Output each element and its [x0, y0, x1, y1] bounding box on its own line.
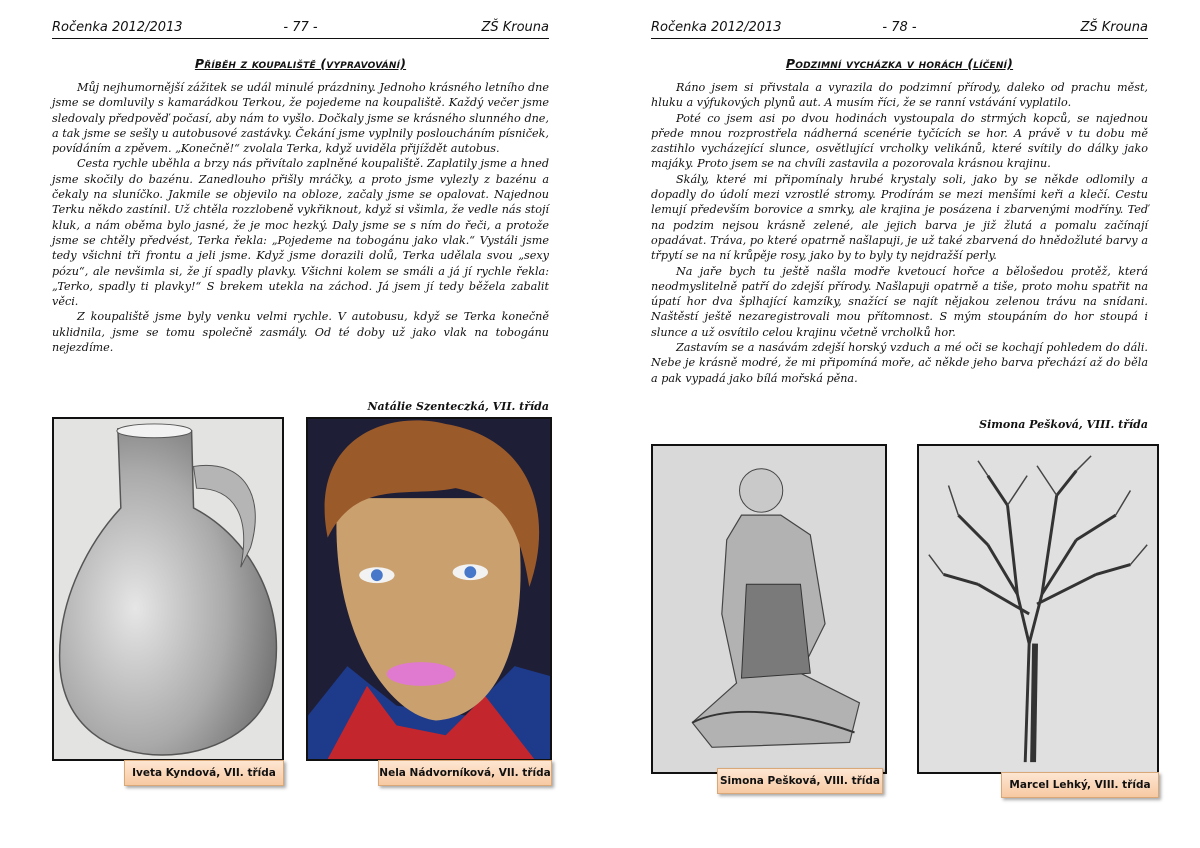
drawing-jug	[52, 417, 284, 761]
header-school: ZŠ Krouna	[481, 20, 549, 35]
page-header	[651, 20, 1148, 39]
drawing-caption: Iveta Kyndová, VII. třída	[124, 760, 284, 786]
drawing-tree	[917, 444, 1159, 774]
paragraph: Z koupaliště jsme byly venku velmi rychle. V autobusu, když se Terka konečně uklidnila, jsme se tomu společně zasmály. Od té doby už jako vlak na tobogánu nejezdíme.	[52, 310, 549, 355]
paragraph: Můj nejhumornější zážitek se udál minulé prázdniny. Jednoho krásného letního dne jsme se domluvily s kamarádkou Terkou, že pojedeme na koupaliště. Každý večer jsme sledovaly předpověď počasí, aby nám to vyšlo. Dočkaly jsme se krásného slunného dne, a tak jsme se sešly u autobusové zastávky. Čekání jsme vyplnily posloucháním písniček, povídáním a zpěvem. „Konečně!“ zvolala Terka, když uviděla přijíždět autobus.	[52, 81, 549, 156]
paragraph: Poté co jsem asi po dvou hodinách vystoupala do strmých kopců, se najednou přede mnou rozprostřela nádherná scenérie tyčících se hor. A právě v tu dobu mě zastihlo vycházející slunce, osvětlující vrcholky velikánů, které svítily do dálky jako majáky. Proto jsem se na chvíli zastavila a pozorovala krásnou krajinu.	[651, 111, 1148, 171]
page-header	[52, 20, 549, 39]
article-title: Příběh z koupaliště (vypravování)	[194, 56, 407, 71]
article-author: Natálie Szenteczká, VII. třída	[367, 400, 549, 413]
paragraph: Zastavím se a nasávám zdejší horský vzduch a mé oči se kochají pohledem do dáli. Nebe je krásně modré, že mi připomíná moře, ač někde jeho barva přechází až do běla a pak vypadá jako bílá mořská pěna.	[651, 341, 1148, 385]
painting-portrait	[306, 417, 552, 761]
page-78	[651, 0, 1151, 848]
drawing-caption: Simona Pešková, VIII. třída	[717, 768, 883, 794]
paragraph: Na jaře bych tu ještě našla modře kvetoucí hořce a bělošedou protěž, která neodmyslitelně patří do zdejší přírody. Našlapuji opatrně a tiše, proto mohu spatřit na úpatí hor dva šplhající kamzíky, snažící se najít nějakou zelenou trávu na snídani. Naštěstí ještě nezaregistrovali mou přítomnost. S mým stoupáním do hor stoupá i slunce a už osvítilo celou krajinu včetně vrcholků hor.	[651, 264, 1148, 339]
drawing-woman	[651, 444, 887, 774]
painting-caption: Nela Nádvorníková, VII. třída	[378, 760, 552, 786]
header-page-number: - 77 -	[283, 20, 318, 35]
page-77	[52, 0, 549, 848]
header-school: ZŠ Krouna	[1080, 20, 1148, 35]
article-author: Simona Pešková, VIII. třída	[979, 418, 1148, 431]
drawing-caption: Marcel Lehký, VIII. třída	[1001, 772, 1159, 798]
article-body	[52, 80, 549, 355]
paragraph: Ráno jsem si přivstala a vyrazila do podzimní přírody, daleko od prachu měst, hluku a výfukových plynů aut. A musím říci, že se ranní vstávání vyplatilo.	[651, 81, 1148, 110]
paragraph: Skály, které mi připomínaly hrubé krystaly soli, jako by se někde odlomily a dopadly do údolí mezi vzrostlé stromy. Prodírám se mezi menšími keři a klečí. Cestu lemují především borovice a smrky, ale krajina je posázena i zbarvenými modříny. Teď na podzim nejsou krásně zelené, ale jejich barva je již žlutá a pomalu začínají opadávat. Tráva, po které opatrně našlapuji, je už také zbarvená do hnědožluté barvy a třpytí se na ní krůpěje rosy, jako by to byly ty nejdražší perly.	[651, 172, 1148, 263]
paragraph: Cesta rychle uběhla a brzy nás přivítalo zaplněné koupaliště. Zaplatily jsme a hned jsme skočily do bazénu. Zanedlouho přišly mráčky, a proto jsme vylezly z bazénu a čekaly na sluníčko. Jakmile se objevilo na obloze, začaly jsme se opalovat. Najednou Terku někdo zastínil. Už chtěla rozzlobeně vykřiknout, když si všimla, že vedle nás stojí kluk, a nám oběma bylo jasné, že je moc hezký. Daly jsme se s ním do řeči, a protože jsme se chtěly předvést, Terka řekla: „Pojedeme na tobogánu jako vlak.“ Vystáli jsme tedy všichni tři frontu a jeli jsme. Když jsme dorazili dolů, Terka udělala svou „sexy pózu“, ale nevšimla si, že jí spadly plavky. Všichni kolem se smáli a já jí rychle řekla: „Terko, spadly ti plavky!“ S brekem utekla na záchod. Já jsem jí tedy běžela zabalit věci.	[52, 157, 549, 309]
article-title: Podzimní vycházka v horách (líčení)	[785, 56, 1014, 71]
header-yearbook: Ročenka 2012/2013	[651, 20, 782, 35]
article-body	[651, 80, 1148, 386]
header-yearbook: Ročenka 2012/2013	[52, 20, 183, 35]
header-page-number: - 78 -	[882, 20, 917, 35]
